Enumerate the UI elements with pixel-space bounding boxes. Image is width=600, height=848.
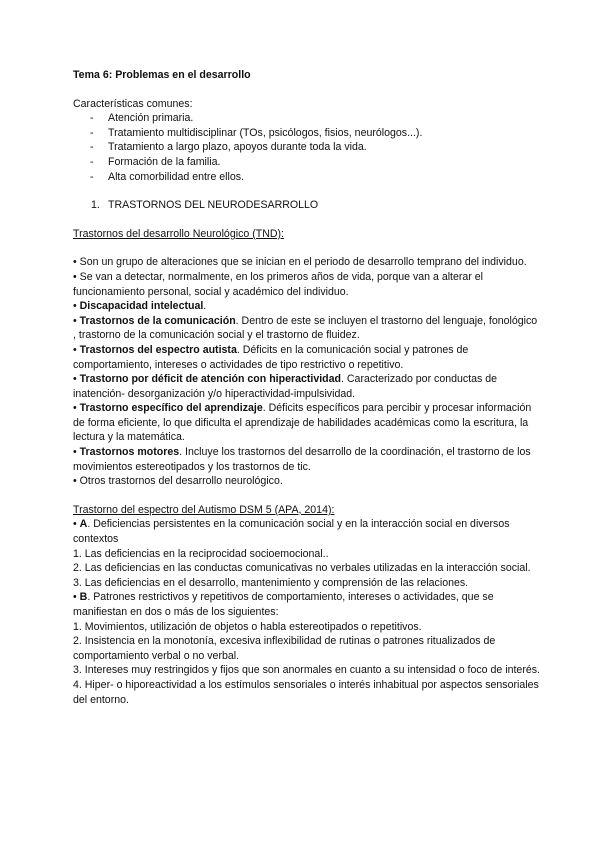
autism-heading: Trastorno del espectro del Autismo DSM 5 (APA, 2014):	[73, 503, 335, 516]
bullet-text: . Déficits en la comunicación social y patrones de comportamiento, intereses o actividades de tipo restrictivo o repetitivo.	[73, 343, 469, 371]
bullet-prefix: •	[73, 314, 80, 327]
list-item: - Formación de la familia.	[73, 155, 543, 170]
bullet-text: .	[203, 300, 207, 313]
tnd-bullet	[73, 401, 543, 445]
tnd-heading: Trastornos del desarrollo Neurológico (TND):	[73, 227, 284, 240]
list-item: - Tratamiento a largo plazo, apoyos durante toda la vida.	[73, 140, 543, 155]
criterion-b-item: 4. Hiper- o hiporeactividad a los estímulos sensoriales o interés inhabitual por aspectos sensoriales del entorno.	[73, 678, 539, 706]
criterion-b-item: 1. Movimientos, utilización de objetos o habla estereotipados o repetitivos.	[73, 620, 422, 633]
criterion-letter: B	[79, 591, 88, 604]
bullet-term: Trastornos de la comunicación	[79, 314, 236, 327]
section-heading	[73, 198, 543, 213]
bullet-prefix: •	[73, 591, 80, 604]
document-page	[73, 68, 543, 707]
bullet-prefix: •	[73, 343, 80, 356]
tnd-bullet	[73, 445, 543, 474]
common-characteristics-label: Características comunes:	[73, 97, 193, 110]
bullet-text: . Caracterizado por conductas de inatención- desorganización y/o hiperactividad-impulsividad.	[73, 373, 498, 400]
criterion-b-item: 3. Intereses muy restringidos y fijos que son anormales en cuanto a su intensidad o foco de interés.	[73, 664, 540, 677]
bullet-prefix: •	[73, 373, 80, 386]
criterion-a-item: 3. Las deficiencias en el desarrollo, mantenimiento y comprensión de las relaciones.	[73, 576, 469, 589]
list-item: - Alta comorbilidad entre ellos.	[73, 170, 543, 185]
bullet-term: Trastornos motores	[79, 446, 180, 459]
tnd-bullet: • Otros trastornos del desarrollo neurológico.	[73, 475, 283, 488]
bullet-prefix: •	[73, 402, 80, 415]
bullet-term: Trastorno específico del aprendizaje	[79, 402, 263, 415]
tnd-bullet: • Se van a detectar, normalmente, en los primeros años de vida, porque van a alterar el funcionamiento personal, social y académico del individuo.	[73, 270, 484, 298]
list-item: - Tratamiento multidisciplinar (TOs, psicólogos, fisios, neurólogos...).	[73, 126, 543, 141]
bullet-prefix: •	[73, 300, 80, 313]
tnd-bullet: • Son un grupo de alteraciones que se inician en el periodo de desarrollo temprano del individuo.	[73, 256, 527, 269]
criterion-letter: A	[79, 518, 88, 531]
criterion-text: . Patrones restrictivos y repetitivos de comportamiento, intereses o actividades, que se manifiestan en dos o más de los siguientes:	[73, 591, 494, 618]
tnd-bullet	[73, 299, 543, 314]
common-characteristics-list	[73, 111, 543, 184]
criterion-a	[73, 517, 543, 546]
spacer	[73, 489, 543, 503]
bullet-text: . Incluye los trastornos del desarrollo de la coordinación, el trastorno de los movimientos estereotipados y los trastornos de tic.	[73, 446, 531, 473]
criterion-text: . Deficiencias persistentes en la comunicación social y en la interacción social en diversos contextos	[73, 518, 510, 546]
section-number: 1.	[91, 199, 100, 212]
bullet-term: Trastornos del espectro autista	[79, 343, 237, 356]
criterion-b-item: 2. Insistencia en la monotonía, excesiva inflexibilidad de rutinas o patrones ritualizados de comportamiento verbal o no verbal.	[73, 635, 496, 662]
criterion-a-item: 1. Las deficiencias en la reciprocidad socioemocional..	[73, 547, 329, 560]
bullet-text: . Déficits específicos para percibir y procesar información de forma eficiente, lo que dificulta el aprendizaje de habilidades académicas como la escritura, la lectura y la matemática.	[73, 402, 532, 444]
section-title: TRASTORNOS DEL NEURODESARROLLO	[108, 199, 319, 212]
bullet-term: Trastorno por déficit de atención con hiperactividad	[79, 373, 342, 386]
tnd-bullet	[73, 372, 543, 401]
bullet-prefix: •	[73, 446, 80, 459]
document-title: Tema 6: Problemas en el desarrollo	[73, 69, 251, 81]
tnd-bullet	[73, 314, 543, 343]
bullet-prefix: •	[73, 518, 80, 531]
tnd-bullet	[73, 343, 543, 372]
list-item: - Atención primaria.	[73, 111, 543, 126]
criterion-b	[73, 590, 543, 619]
bullet-text: . Dentro de este se incluyen el trastorno del lenguaje, fonológico , trastorno de la comunicación social y el trastorno de fluidez.	[73, 314, 538, 342]
criterion-a-item: 2. Las deficiencias en las conductas comunicativas no verbales utilizadas en la interacción social.	[73, 562, 531, 575]
bullet-term: Discapacidad intelectual	[79, 300, 204, 313]
